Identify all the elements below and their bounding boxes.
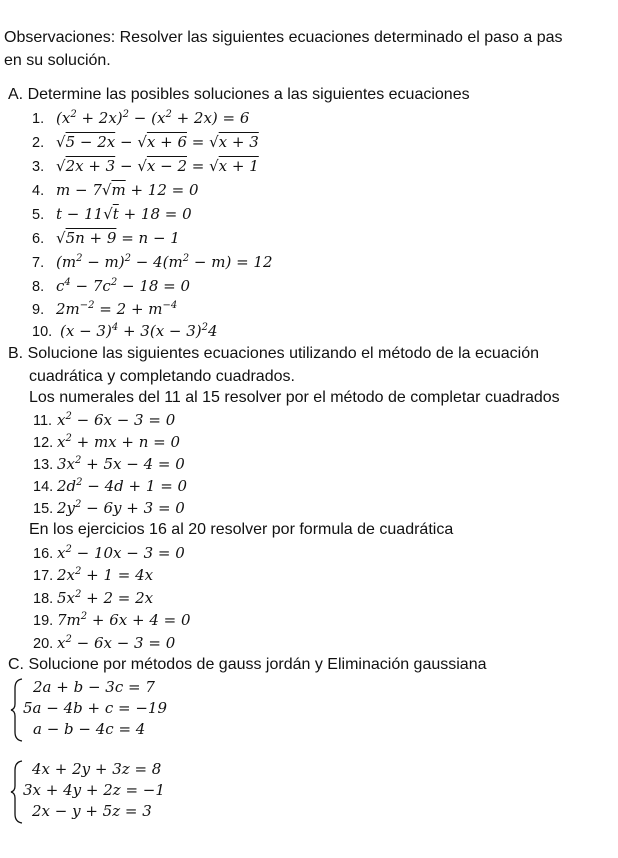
exercise-number: 5. [32, 207, 45, 223]
section-b-intro-1: Los numerales del 11 al 15 resolver por el método de completar cuadrados [29, 389, 560, 406]
exercise-7 [32, 253, 273, 272]
exercise-15 [33, 499, 185, 518]
equation: $(m^2 - m)^2 - 4(m^2 - m) = 12$ [56, 253, 273, 271]
exercise-6 [32, 229, 180, 248]
left-brace-icon [10, 760, 24, 824]
exercise-number: 3. [32, 159, 45, 175]
system-1-equation: 5a − 4b + c = −19 [23, 699, 168, 717]
equation-system-2 [10, 760, 200, 824]
system-2-equation: 4x + 2y + 3z = 8 [32, 760, 162, 778]
exercise-1 [32, 109, 249, 128]
exercise-2 [32, 133, 259, 152]
exercise-number: 16. [33, 546, 54, 562]
exercise-18 [33, 589, 153, 608]
exercise-number: 15. [33, 501, 54, 517]
exercise-number: 13. [33, 457, 54, 473]
equation: $x^2 - 6x - 3 = 0$ [57, 634, 176, 652]
exercise-number: 12. [33, 435, 54, 451]
equation: √2x + 3 − √x − 2 = √x + 1 [56, 157, 259, 175]
equation: t − 11√t + 18 = 0 [56, 205, 192, 223]
exercise-19 [33, 611, 191, 630]
equation: $5x^2 + 2 = 2x$ [57, 589, 154, 607]
system-2-equation: 2x − y + 5z = 3 [32, 802, 152, 820]
equation: √5 − 2x − √x + 6 = √x + 3 [56, 133, 259, 151]
exercise-10 [32, 322, 218, 341]
exercise-9 [32, 300, 177, 319]
equation: $2m^{-2} = 2 + m^{-4}$ [56, 300, 178, 318]
equation: $2x^2 + 1 = 4x$ [57, 566, 154, 584]
exercise-3 [32, 157, 259, 176]
exercise-8 [32, 277, 190, 296]
exercise-number: 9. [32, 302, 45, 318]
equation: $2d^2 - 4d + 1 = 0$ [57, 477, 188, 495]
exercise-number: 2. [32, 135, 45, 151]
section-b-intro-2: En los ejercicios 16 al 20 resolver por formula de cuadrática [29, 521, 454, 538]
exercise-number: 8. [32, 279, 45, 295]
equation: $x^2 - 6x - 3 = 0$ [57, 411, 176, 429]
exercise-number: 20. [33, 636, 54, 652]
exercise-number: 6. [32, 231, 45, 247]
exercise-number: 11. [33, 413, 53, 429]
instructions-line-1: Observaciones: Resolver las siguientes ecuaciones determinado el paso a pas [4, 29, 563, 46]
system-2-equation: 3x + 4y + 2z = −1 [23, 781, 165, 799]
exercise-number: 14. [33, 479, 54, 495]
section-b-title-line-1: B. Solucione las siguientes ecuaciones utilizando el método de la ecuación [8, 345, 540, 362]
left-brace-icon [10, 678, 24, 742]
exercise-5 [32, 205, 192, 224]
section-a-title: A. Determine las posibles soluciones a las siguientes ecuaciones [8, 86, 470, 103]
equation: $c^4 - 7c^2 - 18 = 0$ [56, 277, 191, 295]
exercise-number: 18. [33, 591, 54, 607]
exercise-16 [33, 544, 185, 563]
equation: $7m^2 + 6x + 4 = 0$ [57, 611, 191, 629]
exercise-number: 4. [32, 183, 45, 199]
exercise-17 [33, 566, 153, 585]
system-1-equation: a − b − 4c = 4 [33, 720, 146, 738]
equation: √5n + 9 = n − 1 [56, 229, 180, 247]
equation: $(x^2 + 2x)^2 - (x^2 + 2x) = 6$ [56, 109, 250, 127]
system-1-equation: 2a + b − 3c = 7 [33, 678, 155, 696]
equation: $(x - 3)^4 + 3(x - 3)^24$ [60, 322, 218, 340]
exercise-number: 1. [32, 111, 45, 127]
exercise-11 [33, 411, 175, 430]
section-c-title: C. Solucione por métodos de gauss jordán y Eliminación gaussiana [8, 656, 487, 673]
instructions-line-2: en su solución. [4, 52, 111, 69]
exercise-20 [33, 634, 175, 653]
exercise-4 [32, 181, 199, 200]
exercise-14 [33, 477, 187, 496]
exercise-13 [33, 455, 185, 474]
exercise-number: 10. [32, 324, 53, 340]
equation-system-1 [10, 678, 200, 742]
equation: $x^2$ + mx + n = 0 [57, 433, 181, 451]
exercise-number: 19. [33, 613, 54, 629]
equation: m − 7√m + 12 = 0 [56, 181, 199, 199]
equation: $x^2 - 10x - 3 = 0$ [57, 544, 185, 562]
equation: $2y^2 - 6y + 3 = 0$ [57, 499, 185, 517]
exercise-number: 17. [33, 568, 54, 584]
section-b-title-line-2: cuadrática y completando cuadrados. [29, 368, 295, 385]
exercise-number: 7. [32, 255, 45, 271]
equation: $3x^2 + 5x - 4 = 0$ [57, 455, 185, 473]
exercise-12 [33, 433, 180, 452]
